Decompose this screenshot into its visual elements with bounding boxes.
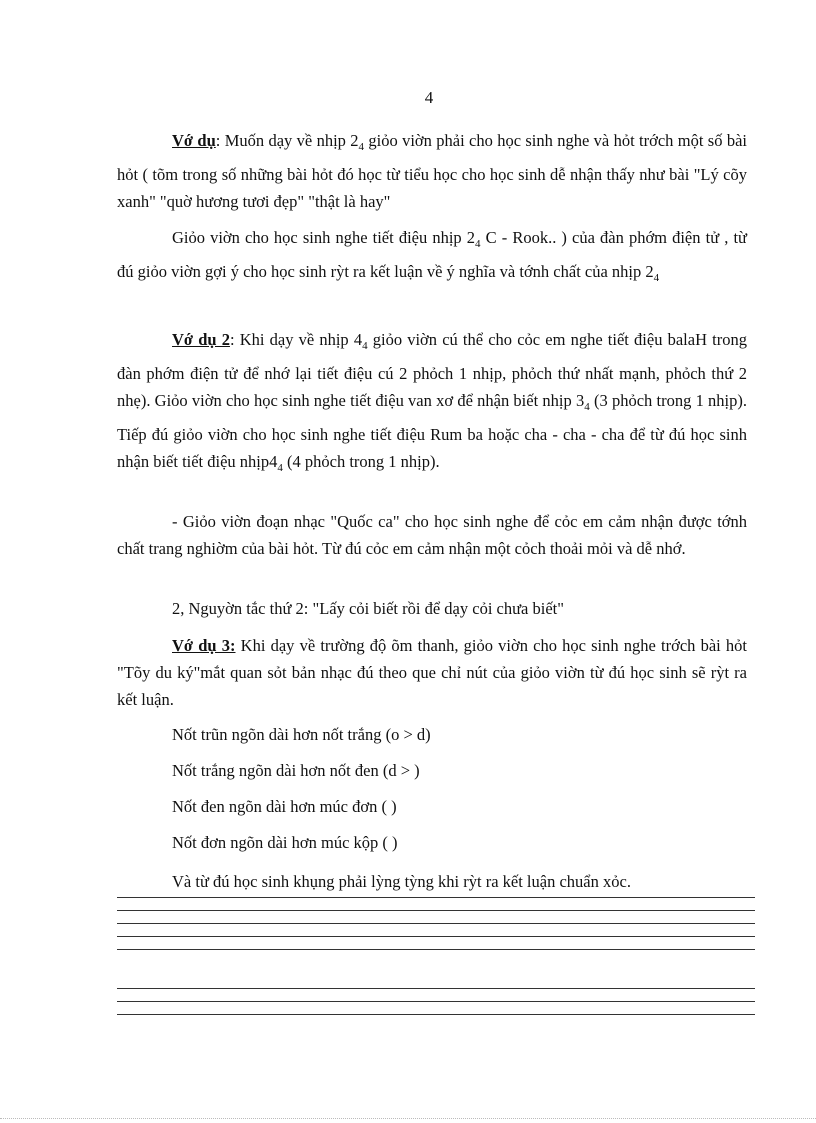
example-label: Vớ dụ 3: [172,636,236,655]
rule-line [117,923,755,924]
example-label: Vớ dụ [172,131,216,150]
note-line: Nốt đen ngõn dài hơn múc đơn ( ) [172,797,397,816]
note-line: Nốt trắng ngõn dài hơn nốt đen (d > ) [172,761,420,780]
rule-line [117,949,755,950]
page-number: 4 [424,88,434,107]
rule-line [117,910,755,911]
paragraph-example-2: Vớ dụ 2: Khi dạy về nhịp $4_4$ giỏo viờn cú thể cho cỏc em nghe tiết điệu balaH trong đàn phớm điện tử để nhớ lại tiết điệu cú 2 phỏch 1 nhịp, phỏch thứ nhất mạnh, phỏch thứ 2 nhẹ). Giỏo viờn cho học sinh nghe tiết điệu van xơ để nhận biết nhịp $3_4$ (3 phỏch trong 1 nhịp). Tiếp đú giỏo viờn cho học sinh nghe tiết điệu Rum ba hoặc cha - cha - cha để từ đú học sinh nhận biết tiết điệu $nhịp4_4$ (4 phỏch trong 1 nhịp). [117,330,747,474]
paragraph-example-3: Vớ dụ 3: Khi dạy về trường độ õm thanh, giỏo viờn cho học sinh nghe trớch bài hỏt "Tõy du ký"mắt quan sỏt bản nhạc đú theo que chỉ nút của giỏo viờn từ đú học sinh sẽ rỳt ra kết luận. [117,636,747,709]
principle-heading: 2, Nguyờn tắc thứ 2: "Lấy cỏi biết rồi để dạy cỏi chưa biết" [172,599,564,618]
rule-line [117,988,755,989]
paragraph-conclusion: Và từ đú học sinh khụng phải lỳng tỳng khi rỳt ra kết luận chuẩn xỏc. [172,872,631,891]
rule-line [117,897,755,898]
note-line: Nốt trũn ngõn dài hơn nốt trắng (o > d) [172,725,431,744]
page-bottom-edge [0,1118,816,1119]
paragraph-example-1: Vớ dụ: Muốn dạy về nhịp $2_4$ giỏo viờn phải cho học sinh nghe và hỏt trớch một số bài hỏt ( tõm trong số những bài hỏt đó học từ tiểu học cho học sinh dễ nhận thấy như bài "Lý cõy xanh" "quờ hương tươi đẹp" "thật là hay" [117,131,747,211]
rule-line [117,936,755,937]
rule-line [117,1014,755,1015]
rule-line [117,1001,755,1002]
paragraph-4: - Giỏo viờn đoạn nhạc "Quốc ca" cho học sinh nghe để cỏc em cảm nhận được tớnh chất trang nghiờm của bài hỏt. Từ đú cỏc em cảm nhận một cỏch thoải mỏi và dễ nhớ. [117,512,747,558]
example-label: Vớ dụ 2 [172,330,230,349]
paragraph-2: Giỏo viờn cho học sinh nghe tiết điệu nhịp $2_4$ C - Rook.. ) của đàn phớm điện tử , từ đú giỏo viờn gợi ý cho học sinh rỳt ra kết luận về ý nghĩa và tớnh chất của nhịp $2_4$ [117,228,747,284]
note-line: Nốt đơn ngõn dài hơn múc kộp ( ) [172,833,398,852]
